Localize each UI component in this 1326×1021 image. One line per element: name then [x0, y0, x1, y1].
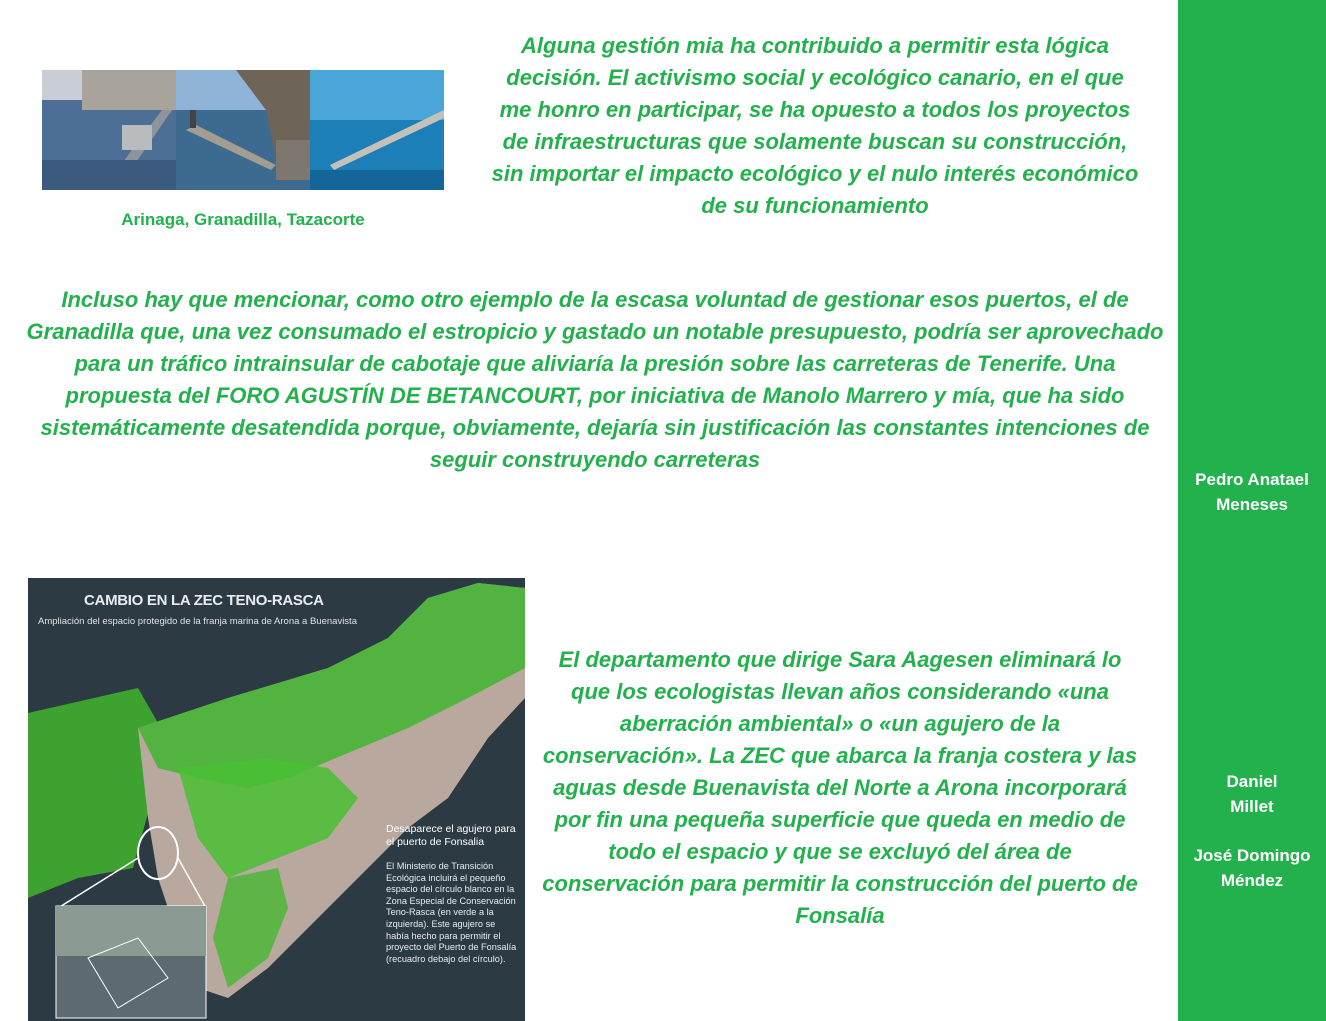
map-note-heading: Desaparece el agujero para el puerto de Fonsalia: [386, 823, 516, 848]
author-jose-domingo: José Domingo Méndez: [1193, 846, 1311, 890]
author-sidebar: [1178, 0, 1326, 1021]
port-photo-tazacorte: [310, 70, 444, 190]
map-title: CAMBIO EN LA ZEC TENO-RASCA: [84, 592, 324, 609]
paragraph-granadilla: Incluso hay que mencionar, como otro ejemplo de la escasa voluntad de gestionar esos puertos, el de Granadilla que, una vez consumado el estropicio y gastado un notable presupuesto, podría ser aprovechado para un tráfico intrainsular de cabotaje que aliviaría la presión sobre las carreteras de Tenerife. Una propuesta del FORO AGUSTÍN DE BETANCOURT, por iniciativa de Manolo Marrero y mía, que ha sido sistemáticamente desatendida porque, obviamente, dejaría sin justificación las constantes intenciones de seguir construyendo carreteras: [26, 287, 1164, 472]
author-pedro: Pedro Anatael Meneses: [1195, 470, 1309, 514]
author-daniel: Daniel Millet: [1226, 772, 1278, 816]
photo-caption: Arinaga, Granadilla, Tazacorte: [121, 210, 365, 229]
port-photo-strip: [42, 70, 444, 190]
paragraph-zec: El departamento que dirige Sara Aagesen eliminará lo que los ecologistas llevan años considerando «una aberración ambiental» o «un agujero de la conservación». La ZEC que abarca la franja costera y las aguas desde Buenavista del Norte a Arona incorporará por fin una pequeña superficie que queda en medio de todo el espacio y que se excluyó del área de conservación para permitir la construcción del puerto de Fonsalía: [542, 647, 1138, 928]
port-photo-granadilla: [176, 70, 310, 190]
port-photo-arinaga: [42, 70, 176, 190]
paragraph-gestion: Alguna gestión mia ha contribuido a permitir esta lógica decisión. El activismo social y ecológico canario, en el que me honro en participar, se ha opuesto a todos los proyectos de infraestructuras que solamente buscan su construcción, sin importar el impacto ecológico y el nulo interés económico de su funcionamiento: [491, 33, 1139, 218]
zec-teno-rasca-map: [28, 578, 525, 1021]
map-subtitle: Ampliación del espacio protegido de la franja marina de Arona a Buenavista: [38, 616, 357, 627]
map-note-body: El Ministerio de Transición Ecológica incluirá el pequeño espacio del círculo blanco en la Zona Especial de Conservación Teno-Rasca (en verde a la izquierda). Este agujero se había hecho para permitir el proyecto del Puerto de Fonsalía (recuadro debajo del círculo).: [386, 861, 517, 964]
